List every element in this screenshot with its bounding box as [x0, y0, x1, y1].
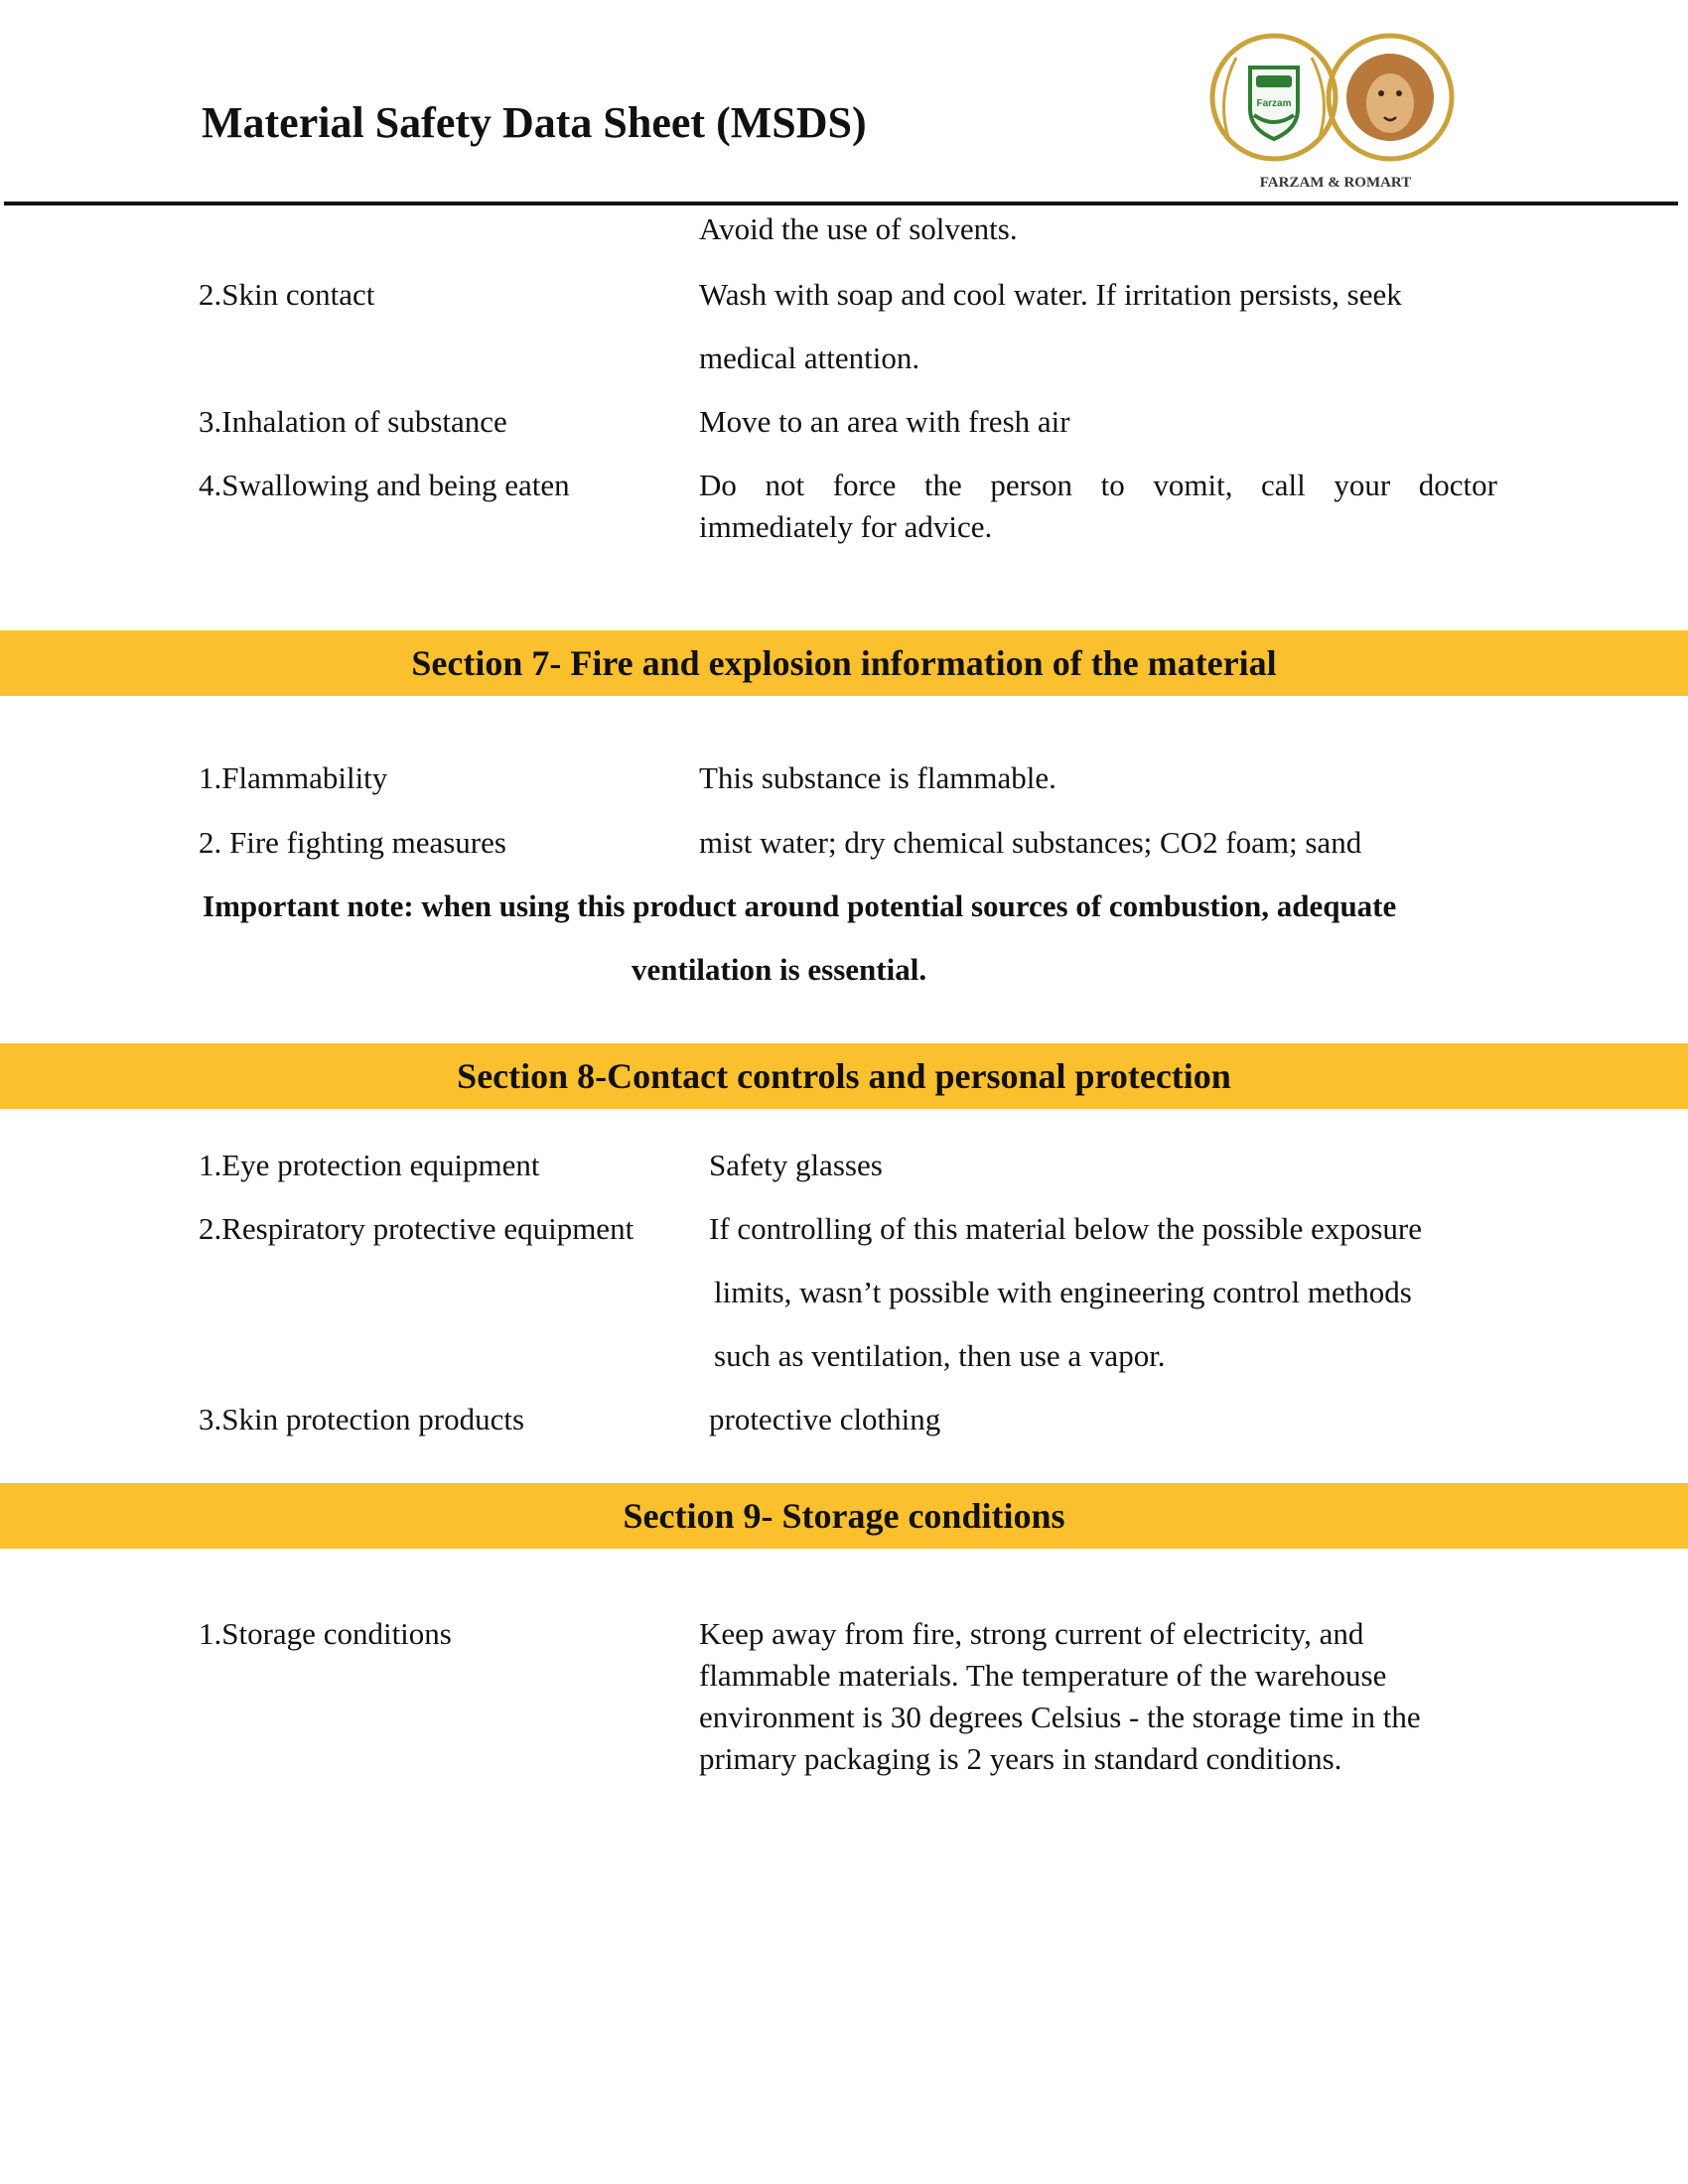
- storage-value-line1: Keep away from fire, strong current of electricity, and: [699, 1616, 1364, 1651]
- swallowing-label: 4.Swallowing and being eaten: [199, 468, 570, 502]
- section-8-header: [0, 1043, 1688, 1109]
- eye-contact-tail-text: Avoid the use of solvents.: [699, 211, 1018, 246]
- swallowing-value-cont: immediately for advice.: [699, 509, 993, 544]
- skin-contact-label: 2.Skin contact: [199, 277, 375, 312]
- shield-emblem-icon: [1212, 36, 1336, 159]
- respiratory-label: 2.Respiratory protective equipment: [199, 1211, 634, 1246]
- skin-contact-value: Wash with soap and cool water. If irritation persists, seek: [699, 277, 1402, 312]
- skin-protection-label: 3.Skin protection products: [199, 1402, 525, 1436]
- storage-value-line3: environment is 30 degrees Celsius - the storage time in the: [699, 1700, 1421, 1734]
- header-divider: [4, 202, 1678, 205]
- respiratory-value-line2: limits, wasn’t possible with engineering control methods: [714, 1275, 1412, 1309]
- respiratory-value-line1: If controlling of this material below the possible exposure: [709, 1211, 1422, 1246]
- section-8-title: Section 8-Contact controls and personal protection: [457, 1056, 1231, 1096]
- skin-contact-value-cont: medical attention.: [699, 341, 920, 375]
- flammability-value: This substance is flammable.: [699, 760, 1056, 795]
- section-7-header: [0, 630, 1688, 696]
- logo-caption: FARZAM & ROMART: [1259, 175, 1412, 191]
- svg-text:Farzam: Farzam: [1256, 98, 1292, 109]
- section-9-header: [0, 1483, 1688, 1549]
- storage-value-line4: primary packaging is 2 years in standard conditions.: [699, 1741, 1342, 1776]
- respiratory-value-line3: such as ventilation, then use a vapor.: [714, 1338, 1166, 1373]
- lion-emblem-icon: [1329, 36, 1452, 159]
- section-7-title: Section 7- Fire and explosion information of the material: [411, 643, 1277, 683]
- document-title: Material Safety Data Sheet (MSDS): [202, 98, 867, 147]
- storage-value-line2: flammable materials. The temperature of the warehouse: [699, 1658, 1387, 1693]
- inhalation-label: 3.Inhalation of substance: [199, 404, 507, 439]
- eye-protection-value: Safety glasses: [709, 1148, 883, 1182]
- storage-label: 1.Storage conditions: [199, 1616, 452, 1651]
- flammability-label: 1.Flammability: [199, 760, 388, 795]
- fire-fighting-value: mist water; dry chemical substances; CO2 foam; sand: [699, 825, 1362, 860]
- skin-protection-value: protective clothing: [709, 1402, 941, 1436]
- section-9-title: Section 9- Storage conditions: [623, 1496, 1065, 1536]
- important-note-line2: ventilation is essential.: [632, 952, 927, 987]
- swallowing-value: Do not force the person to vomit, call your doctor: [699, 468, 1497, 502]
- eye-protection-label: 1.Eye protection equipment: [199, 1148, 540, 1182]
- important-note-line1: Important note: when using this product around potential sources of combustion, adequate: [203, 888, 1397, 923]
- inhalation-value: Move to an area with fresh air: [699, 404, 1070, 439]
- company-logo: [1206, 18, 1465, 197]
- fire-fighting-label: 2. Fire fighting measures: [199, 825, 506, 860]
